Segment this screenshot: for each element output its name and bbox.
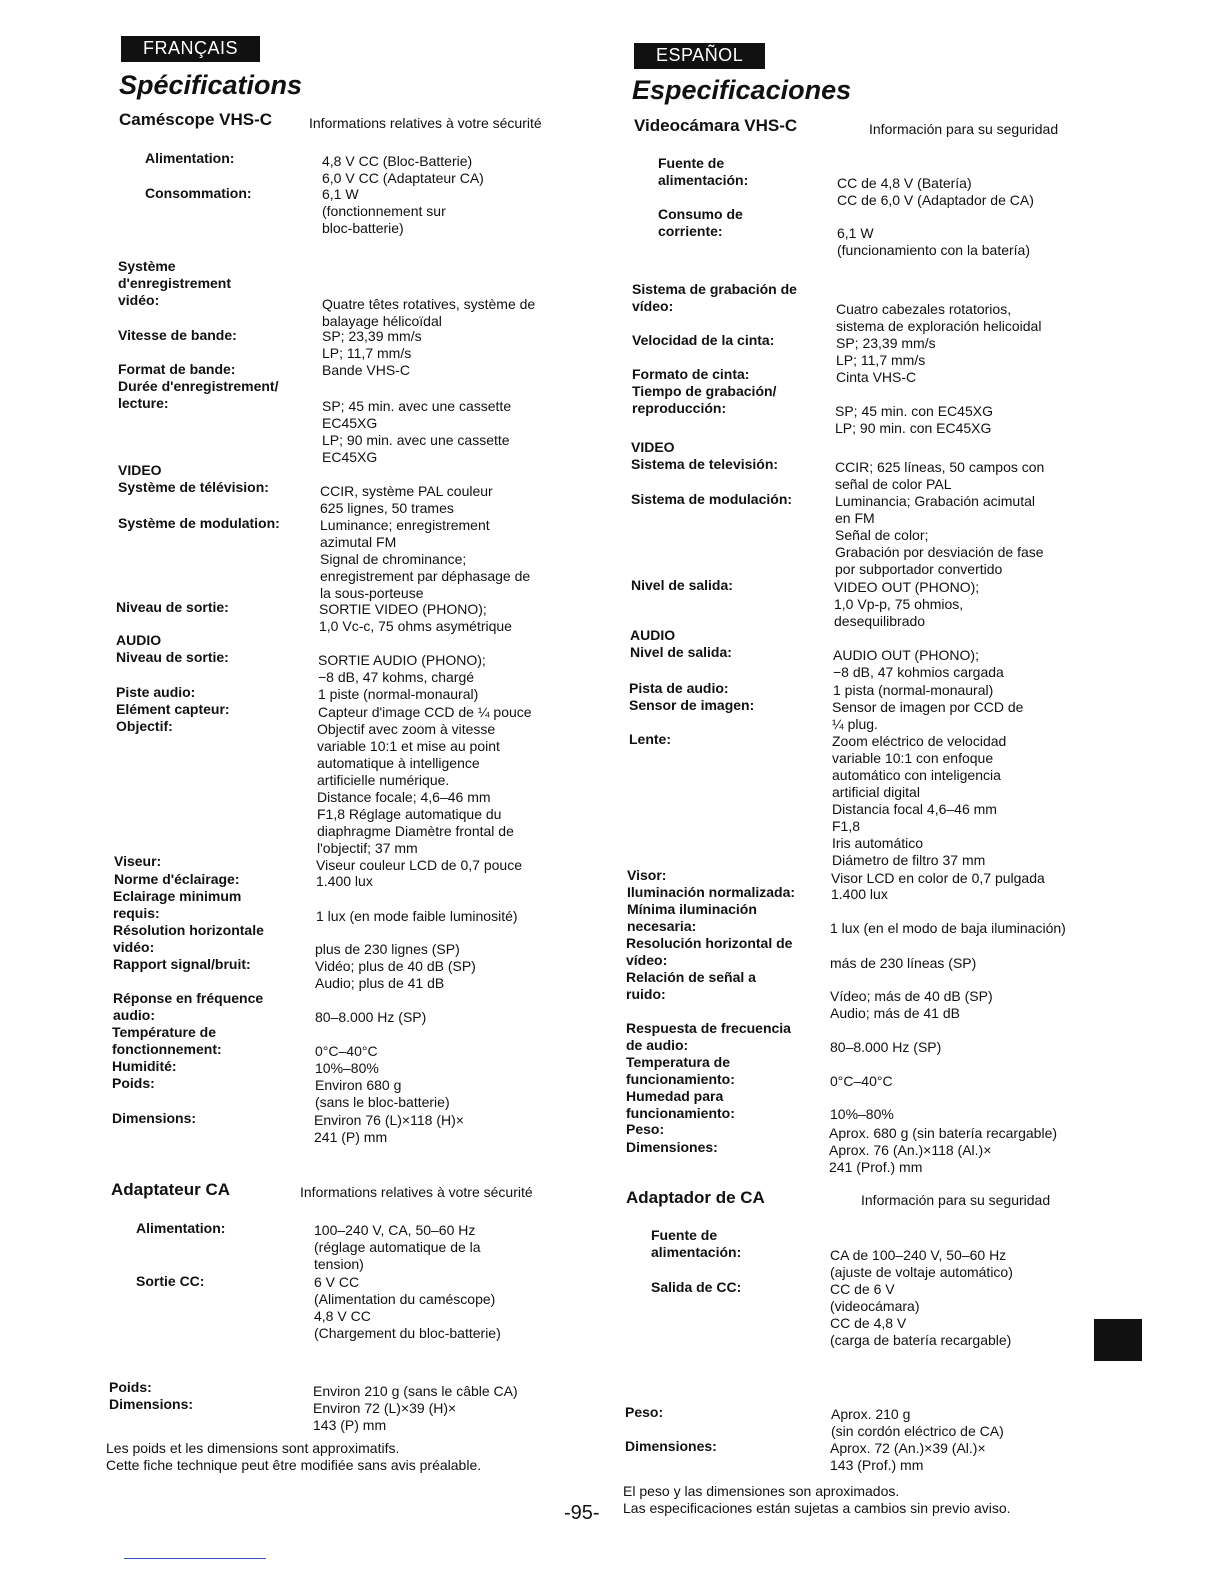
spec-value: CC de 4,8 V (Batería) CC de 6,0 V (Adaptador de CA) <box>837 175 1034 208</box>
spec-value: Cinta VHS-C <box>836 369 917 385</box>
spec-value: 6,1 W (fonctionnement sur bloc-batterie) <box>322 186 446 236</box>
spec-label: Fuente de alimentación: <box>651 1227 742 1260</box>
spec-label: Tiempo de grabación/ reproducción: <box>632 383 777 416</box>
spec-label: Objectif: <box>116 718 173 734</box>
spec-value: SP; 45 min. con EC45XG LP; 90 min. con EC45XG <box>835 403 993 436</box>
spec-label: Poids: <box>112 1075 155 1091</box>
section-title-camcorder-es: Videocámara VHS-C <box>634 116 798 135</box>
spec-label: Velocidad de la cinta: <box>632 332 775 348</box>
language-badge-fr: FRANÇAIS <box>121 36 260 62</box>
spec-value: Luminancia; Grabación acimutal en FM Señal de color; Grabación por desviación de fase por subportador convertido <box>835 493 1044 577</box>
spec-label: Fuente de alimentación: <box>658 155 749 188</box>
spec-label: Peso: <box>625 1404 664 1420</box>
spec-label: Poids: Dimensions: <box>109 1379 194 1412</box>
page-title-fr: Spécifications <box>119 70 303 100</box>
spec-value: Bande VHS-C <box>322 362 410 378</box>
spec-value: Aprox. 680 g (sin batería recargable) <box>829 1125 1058 1141</box>
spec-label: Consumo de corriente: <box>658 206 743 239</box>
footnote-fr: Les poids et les dimensions sont approximatifs. Cette fiche technique peut être modifiée sans avis préalable. <box>106 1440 482 1473</box>
spec-value: 0°C–40°C <box>315 1043 378 1059</box>
spec-label: AUDIO Nivel de salida: <box>630 627 732 660</box>
spec-label: Iluminación normalizada: <box>627 884 796 900</box>
spec-value: 6,1 W (funcionamiento con la batería) <box>837 225 1030 258</box>
spec-label: Température de fonctionnement: <box>112 1024 222 1057</box>
spec-label: Système d'enregistrement vidéo: <box>118 258 232 308</box>
spec-value: Cuatro cabezales rotatorios, sistema de exploración helicoidal <box>836 301 1042 334</box>
spec-value: SORTIE AUDIO (PHONO); −8 dB, 47 kohms, chargé <box>318 652 486 685</box>
spec-label: VIDEO Sistema de televisión: <box>631 439 779 472</box>
spec-label: Consommation: <box>145 185 252 201</box>
spec-label: Temperatura de funcionamiento: <box>626 1054 735 1087</box>
section-title-adapter-es: Adaptador de CA <box>626 1188 765 1207</box>
safety-note-adapter-es: Información para su seguridad <box>861 1192 1051 1208</box>
spec-value: Capteur d'image CCD de ¼ pouce <box>318 704 532 720</box>
spec-value: 6 V CC (Alimentation du caméscope) 4,8 V CC (Chargement du bloc-batterie) <box>314 1274 501 1341</box>
spec-label: Rapport signal/bruit: <box>113 956 251 972</box>
spec-label: Visor: <box>627 867 667 883</box>
spec-value: Objectif avec zoom à vitesse variable 10:1 et mise au point automatique à intelligence artificielle numérique. Distance focale; 4,6–46 mm F1,8 Réglage automatique du diaphragme Diamètre frontal de l'objectif; 37 mm <box>317 721 514 856</box>
spec-value: 1 lux (en mode faible luminosité) <box>316 908 518 924</box>
spec-value: SP; 45 min. avec une cassette EC45XG LP; 90 min. avec une cassette EC45XG <box>322 398 512 465</box>
spec-label: Vitesse de bande: <box>118 327 237 343</box>
language-badge-es: ESPAÑOL <box>634 43 765 69</box>
spec-label: Mínima iluminación necesaria: <box>627 901 757 934</box>
spec-label: Peso: <box>626 1121 665 1137</box>
spec-value: Environ 76 (L)×118 (H)× 241 (P) mm <box>314 1112 464 1145</box>
spec-value: SP; 23,39 mm/s LP; 11,7 mm/s <box>836 335 936 368</box>
spec-label: Format de bande: <box>118 361 236 377</box>
spec-label: Respuesta de frecuencia de audio: <box>626 1020 791 1053</box>
spec-value: Viseur couleur LCD de 0,7 pouce <box>316 857 522 873</box>
spec-label: Lente: <box>629 731 671 747</box>
footnote-es: El peso y las dimensiones son aproximados. Las especificaciones están sujetas a cambios sin previo aviso. <box>623 1483 1011 1516</box>
spec-label: Système de modulation: <box>118 515 280 531</box>
spec-value: Aprox. 210 g (sin cordón eléctrico de CA) <box>831 1406 1004 1439</box>
spec-label: Sortie CC: <box>136 1273 205 1289</box>
spec-label: Piste audio: <box>116 684 196 700</box>
spec-value: 80–8.000 Hz (SP) <box>315 1009 427 1025</box>
spec-value: Environ 680 g (sans le bloc-batterie) <box>315 1077 450 1110</box>
section-title-camcorder-fr: Caméscope VHS-C <box>119 110 273 129</box>
spec-label: Sistema de modulación: <box>631 491 793 507</box>
spec-value: 1 lux (en el modo de baja iluminación) <box>830 920 1066 936</box>
page-number: -95- <box>564 1502 600 1524</box>
spec-value: CCIR, système PAL couleur 625 lignes, 50 trames <box>320 483 493 516</box>
spec-value: 4,8 V CC (Bloc-Batterie) 6,0 V CC (Adaptateur CA) <box>322 153 484 186</box>
spec-label: Sistema de grabación de vídeo: <box>632 281 797 314</box>
spec-label: Formato de cinta: <box>632 366 750 382</box>
spec-value: SORTIE VIDEO (PHONO); 1,0 Vc-c, 75 ohms asymétrique <box>319 601 512 634</box>
spec-label: Salida de CC: <box>651 1279 742 1295</box>
spec-value: Visor LCD en color de 0,7 pulgada <box>831 870 1045 886</box>
spec-value: 80–8.000 Hz (SP) <box>830 1039 942 1055</box>
spec-label: Humedad para funcionamiento: <box>626 1088 735 1121</box>
spec-value: Sensor de imagen por CCD de ¼ plug. <box>832 699 1024 732</box>
spec-label: Réponse en fréquence audio: <box>113 990 264 1023</box>
safety-note-adapter-fr: Informations relatives à votre sécurité <box>300 1184 533 1200</box>
spec-value: 1 pista (normal-monaural) <box>833 682 994 698</box>
spec-value: 10%–80% <box>315 1060 379 1076</box>
spec-value: Aprox. 76 (An.)×118 (Al.)× 241 (Prof.) mm <box>829 1142 992 1175</box>
spec-value: CA de 100–240 V, 50–60 Hz (ajuste de voltaje automático) <box>830 1247 1013 1280</box>
spec-value: 10%–80% <box>830 1106 894 1122</box>
spec-value: plus de 230 lignes (SP) <box>315 941 460 957</box>
spec-label: AUDIO Niveau de sortie: <box>116 632 229 665</box>
spec-label: Dimensions: <box>112 1110 197 1126</box>
spec-label: Durée d'enregistrement/ lecture: <box>118 378 279 411</box>
spec-value: CC de 6 V (videocámara) CC de 4,8 V (carga de batería recargable) <box>830 1281 1012 1348</box>
spec-label: Eclairage minimum requis: <box>113 888 242 921</box>
spec-value: Vídeo; más de 40 dB (SP) Audio; más de 41 dB <box>830 988 993 1021</box>
section-tab-marker <box>1094 1319 1142 1361</box>
spec-label: Résolution horizontale vidéo: <box>113 922 264 955</box>
spec-label: Viseur: <box>114 853 162 869</box>
spec-label: Elément capteur: <box>116 701 230 717</box>
spec-value: 1.400 lux <box>831 886 888 902</box>
spec-value: VIDEO OUT (PHONO); 1,0 Vp-p, 75 ohmios, desequilibrado <box>834 579 980 629</box>
spec-value: Environ 210 g (sans le câble CA) Environ 72 (L)×39 (H)× 143 (P) mm <box>313 1383 518 1433</box>
spec-value: AUDIO OUT (PHONO); −8 dB, 47 kohmios cargada <box>833 647 1004 680</box>
spec-value: más de 230 líneas (SP) <box>830 955 977 971</box>
spec-label: Sensor de imagen: <box>629 697 755 713</box>
spec-label: Alimentation: <box>136 1220 226 1236</box>
page-title-es: Especificaciones <box>632 75 852 105</box>
spec-label: Humidité: <box>112 1058 177 1074</box>
spec-value: 100–240 V, CA, 50–60 Hz (réglage automatique de la tension) <box>314 1222 481 1272</box>
spec-label: Nivel de salida: <box>631 577 733 593</box>
spec-value: CCIR; 625 líneas, 50 campos con señal de color PAL <box>835 459 1045 492</box>
spec-label: VIDEO Système de télévision: <box>118 462 269 495</box>
spec-value: Quatre têtes rotatives, système de balayage hélicoïdal <box>322 296 536 329</box>
safety-note-camcorder-fr: Informations relatives à votre sécurité <box>309 115 542 131</box>
safety-note-camcorder-es: Información para su seguridad <box>869 121 1059 137</box>
spec-label: Alimentation: <box>145 150 235 166</box>
spec-value: SP; 23,39 mm/s LP; 11,7 mm/s <box>322 328 422 361</box>
spec-value: 0°C–40°C <box>830 1073 893 1089</box>
spec-value: 1 piste (normal-monaural) <box>318 686 479 702</box>
footer-rule <box>124 1558 266 1559</box>
spec-label: Resolución horizontal de vídeo: <box>626 935 793 968</box>
spec-value: Aprox. 72 (An.)×39 (Al.)× 143 (Prof.) mm <box>830 1440 986 1473</box>
spec-value: Luminance; enregistrement azimutal FM Signal de chrominance; enregistrement par déphasage de la sous-porteuse <box>320 517 531 601</box>
spec-value: Vidéo; plus de 40 dB (SP) Audio; plus de 41 dB <box>315 958 476 991</box>
spec-label: Dimensiones: <box>626 1139 718 1155</box>
spec-value: Zoom eléctrico de velocidad variable 10:1 con enfoque automático con inteligencia artificial digital Distancia focal 4,6–46 mm F1,8 Iris automático Diámetro de filtro 37 mm <box>832 733 1007 868</box>
spec-value: 1.400 lux <box>316 873 373 889</box>
spec-label: Norme d'éclairage: <box>114 871 240 887</box>
spec-label: Niveau de sortie: <box>116 599 229 615</box>
spec-label: Dimensiones: <box>625 1438 717 1454</box>
spec-label: Pista de audio: <box>629 680 729 696</box>
section-title-adapter-fr: Adaptateur CA <box>111 1180 231 1199</box>
spec-label: Relación de señal a ruido: <box>626 969 756 1002</box>
